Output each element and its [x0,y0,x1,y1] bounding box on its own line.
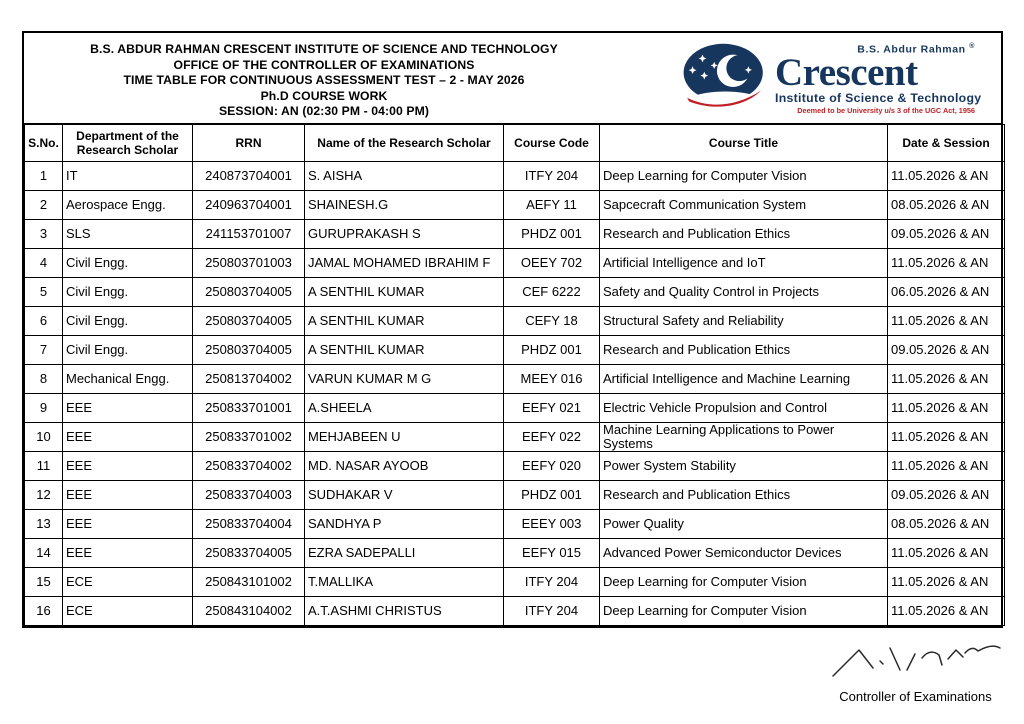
date-session-cell: 11.05.2026 & AN [888,539,1005,568]
department-cell: EEE [63,423,193,452]
session-line: SESSION: AN (02:30 PM - 04:00 PM) [218,104,430,119]
table-row [25,481,1005,510]
rrn-cell: 250803701003 [193,249,305,278]
logo-pre-brand: B.S. Abdur Rahman ® [857,42,975,56]
course-title-cell: Power Quality [600,510,888,539]
timetable [24,124,1005,626]
col-header-course-code: Course Code [504,125,600,162]
department-cell: Mechanical Engg. [63,365,193,394]
table-row [25,220,1005,249]
course-code-cell: EEFY 021 [504,394,600,423]
rrn-cell: 250833704003 [193,481,305,510]
table-row [25,423,1005,452]
course-code-cell: CEFY 18 [504,307,600,336]
name-cell: S. AISHA [305,162,504,191]
name-cell: SHAINESH.G [305,191,504,220]
sno-cell: 6 [25,307,63,336]
name-cell: VARUN KUMAR M G [305,365,504,394]
course-title-cell: Artificial Intelligence and Machine Learning [600,365,888,394]
course-title-cell: Safety and Quality Control in Projects [600,278,888,307]
name-cell: A SENTHIL KUMAR [305,336,504,365]
course-code-cell: EEFY 015 [504,539,600,568]
department-cell: Civil Engg. [63,336,193,365]
department-cell: Civil Engg. [63,307,193,336]
date-session-cell: 11.05.2026 & AN [888,307,1005,336]
date-session-cell: 11.05.2026 & AN [888,452,1005,481]
institution-name-line: B.S. ABDUR RAHMAN CRESCENT INSTITUTE OF SCIENCE AND TECHNOLOGY [90,42,558,56]
rrn-cell: 240873704001 [193,162,305,191]
course-title-cell: Electric Vehicle Propulsion and Control [600,394,888,423]
timetable-header-row [25,125,1005,162]
course-code-cell: EEFY 022 [504,423,600,452]
name-cell: A.T.ASHMI CHRISTUS [305,597,504,626]
course-title-cell: Machine Learning Applications to Power Systems [600,423,888,452]
rrn-cell: 250843101002 [193,568,305,597]
department-cell: EEE [63,481,193,510]
sno-cell: 7 [25,336,63,365]
department-cell: ECE [63,568,193,597]
date-session-cell: 08.05.2026 & AN [888,510,1005,539]
col-header-department: Department of the Research Scholar [63,125,193,162]
programme-line: Ph.D COURSE WORK [260,88,388,103]
name-cell: GURUPRAKASH S [305,220,504,249]
rrn-cell: 250803704005 [193,307,305,336]
course-code-cell: MEEY 016 [504,365,600,394]
course-title-cell: Structural Safety and Reliability [600,307,888,336]
department-cell: EEE [63,394,193,423]
course-code-cell: PHDZ 001 [504,220,600,249]
col-header-course-title: Course Title [600,125,888,162]
logo-block [624,33,1001,123]
course-title-cell: Advanced Power Semiconductor Devices [600,539,888,568]
sno-cell: 2 [25,191,63,220]
document-header [24,33,1001,124]
logo-brand-name: Crescent [775,51,918,95]
department-cell: ECE [63,597,193,626]
name-cell: A SENTHIL KUMAR [305,278,504,307]
table-row [25,394,1005,423]
name-cell: T.MALLIKA [305,568,504,597]
table-row [25,510,1005,539]
table-row [25,365,1005,394]
rrn-cell: 250803704005 [193,278,305,307]
name-cell: MD. NASAR AYOOB [305,452,504,481]
table-row [25,278,1005,307]
date-session-cell: 06.05.2026 & AN [888,278,1005,307]
table-row [25,249,1005,278]
rrn-cell: 241153701007 [193,220,305,249]
date-session-cell: 09.05.2026 & AN [888,336,1005,365]
col-header-name: Name of the Research Scholar [305,125,504,162]
date-session-cell: 11.05.2026 & AN [888,423,1005,452]
sno-cell: 4 [25,249,63,278]
course-title-cell: Research and Publication Ethics [600,336,888,365]
name-cell: SANDHYA P [305,510,504,539]
course-code-cell: AEFY 11 [504,191,600,220]
table-row [25,307,1005,336]
timetable-sheet [22,31,1003,628]
sno-cell: 10 [25,423,63,452]
timetable-body [25,162,1005,626]
rrn-cell: 240963704001 [193,191,305,220]
department-cell: Aerospace Engg. [63,191,193,220]
course-title-cell: Sapcecraft Communication System [600,191,888,220]
rrn-cell: 250833704004 [193,510,305,539]
timetable-title-line: TIME TABLE FOR CONTINUOUS ASSESSMENT TEST – 2 - MAY 2026 [123,73,525,88]
registered-mark: ® [969,42,975,50]
date-session-cell: 08.05.2026 & AN [888,191,1005,220]
sno-cell: 11 [25,452,63,481]
date-session-cell: 11.05.2026 & AN [888,597,1005,626]
sno-cell: 16 [25,597,63,626]
date-session-cell: 11.05.2026 & AN [888,394,1005,423]
date-session-cell: 11.05.2026 & AN [888,568,1005,597]
table-row [25,336,1005,365]
sno-cell: 13 [25,510,63,539]
rrn-cell: 250833704005 [193,539,305,568]
course-title-cell: Artificial Intelligence and IoT [600,249,888,278]
rrn-cell: 250813704002 [193,365,305,394]
rrn-cell: 250833701001 [193,394,305,423]
col-header-rrn: RRN [193,125,305,162]
course-code-cell: OEEY 702 [504,249,600,278]
course-code-cell: EEEY 003 [504,510,600,539]
department-cell: IT [63,162,193,191]
name-cell: JAMAL MOHAMED IBRAHIM F [305,249,504,278]
sno-cell: 9 [25,394,63,423]
name-cell: A.SHEELA [305,394,504,423]
signature-scribble [830,638,1002,682]
logo-subtitle: Institute of Science & Technology [775,91,982,106]
department-cell: EEE [63,539,193,568]
rrn-cell: 250833701002 [193,423,305,452]
table-row [25,162,1005,191]
institution-logo [680,41,982,116]
rrn-cell: 250803704005 [193,336,305,365]
col-header-date-session: Date & Session [888,125,1005,162]
course-code-cell: EEFY 020 [504,452,600,481]
course-code-cell: ITFY 204 [504,568,600,597]
sno-cell: 12 [25,481,63,510]
name-cell: SUDHAKAR V [305,481,504,510]
department-cell: SLS [63,220,193,249]
signature-block [828,638,1003,704]
department-cell: Civil Engg. [63,249,193,278]
col-header-sno: S.No. [25,125,63,162]
name-cell: A SENTHIL KUMAR [305,307,504,336]
crescent-emblem-icon [680,42,770,114]
course-title-cell: Power System Stability [600,452,888,481]
sno-cell: 14 [25,539,63,568]
course-code-cell: CEF 6222 [504,278,600,307]
course-title-cell: Deep Learning for Computer Vision [600,568,888,597]
table-row [25,597,1005,626]
course-code-cell: PHDZ 001 [504,481,600,510]
course-code-cell: ITFY 204 [504,597,600,626]
date-session-cell: 11.05.2026 & AN [888,249,1005,278]
sno-cell: 8 [25,365,63,394]
sno-cell: 5 [25,278,63,307]
date-session-cell: 11.05.2026 & AN [888,365,1005,394]
office-line: OFFICE OF THE CONTROLLER OF EXAMINATIONS [173,57,475,72]
table-row [25,539,1005,568]
date-session-cell: 11.05.2026 & AN [888,162,1005,191]
course-title-cell: Deep Learning for Computer Vision [600,162,888,191]
table-row [25,452,1005,481]
date-session-cell: 09.05.2026 & AN [888,220,1005,249]
rrn-cell: 250843104002 [193,597,305,626]
course-code-cell: ITFY 204 [504,162,600,191]
rrn-cell: 250833704002 [193,452,305,481]
table-row [25,568,1005,597]
sno-cell: 3 [25,220,63,249]
course-title-cell: Deep Learning for Computer Vision [600,597,888,626]
logo-tagline: Deemed to be University u/s 3 of the UGC Act, 1956 [797,106,975,116]
name-cell: MEHJABEEN U [305,423,504,452]
department-cell: Civil Engg. [63,278,193,307]
sno-cell: 1 [25,162,63,191]
department-cell: EEE [63,452,193,481]
course-title-cell: Research and Publication Ethics [600,481,888,510]
name-cell: EZRA SADEPALLI [305,539,504,568]
table-row [25,191,1005,220]
department-cell: EEE [63,510,193,539]
course-title-cell: Research and Publication Ethics [600,220,888,249]
signatory-title: Controller of Examinations [839,689,992,704]
sno-cell: 15 [25,568,63,597]
date-session-cell: 09.05.2026 & AN [888,481,1005,510]
logo-wordmark [775,41,982,116]
document-title-block [24,33,624,123]
course-code-cell: PHDZ 001 [504,336,600,365]
